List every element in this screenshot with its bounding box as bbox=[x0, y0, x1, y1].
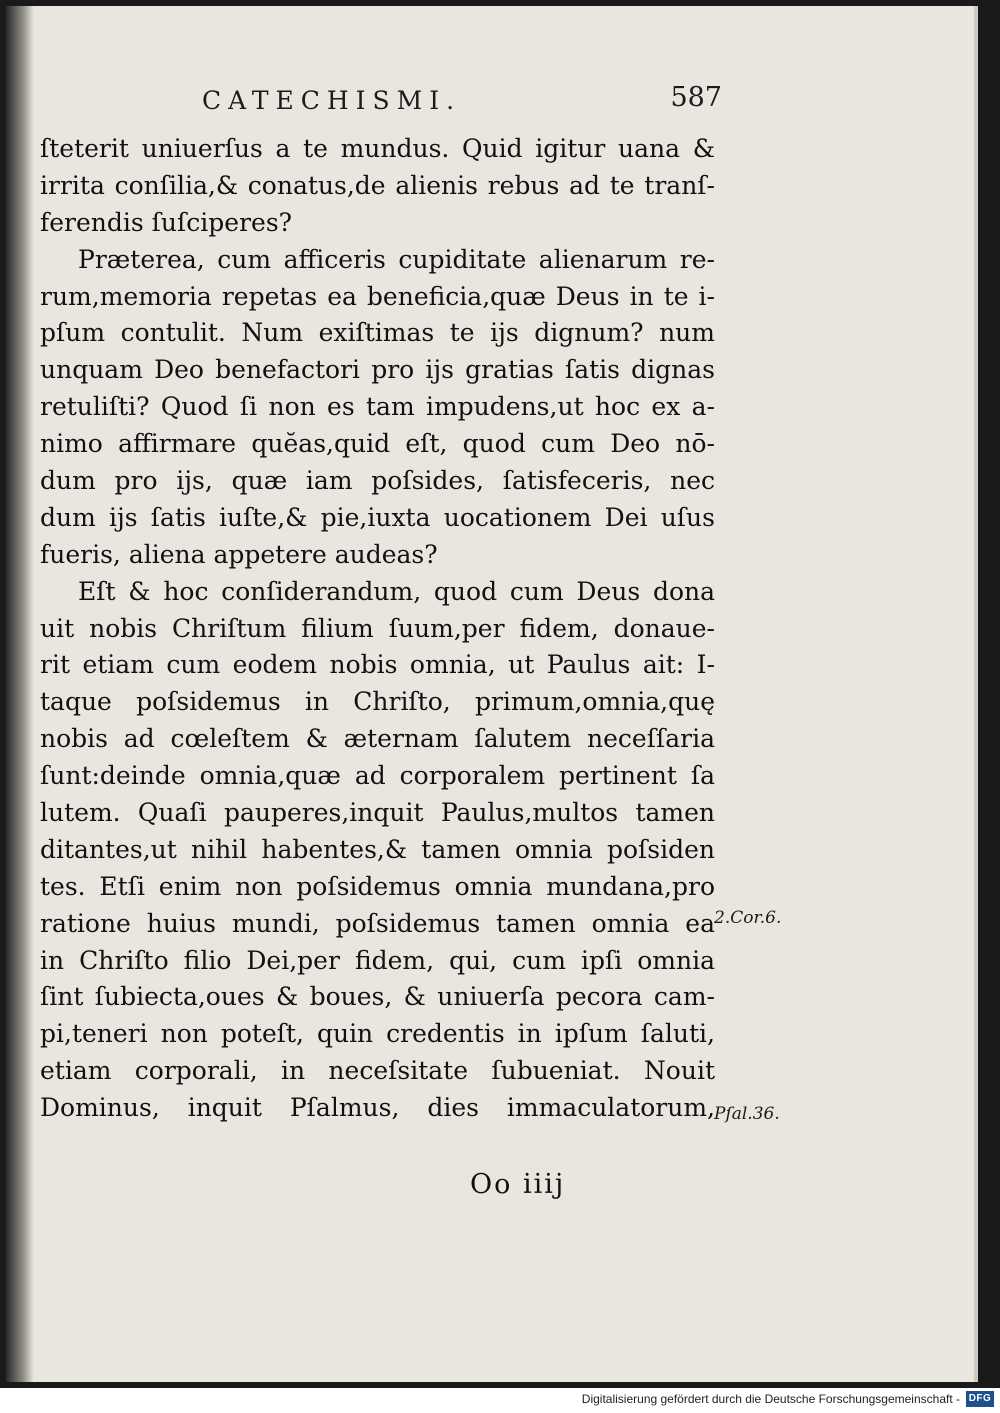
text-line: ſteterit uniuerſus a te mundus. Quid igitur uana & bbox=[40, 134, 715, 163]
text-line: pi,teneri non poteſt, quin credentis in ipſum ſaluti, bbox=[40, 1019, 715, 1049]
text-line: ferendis ſuſciperes? bbox=[40, 207, 293, 237]
margin-note-cor: 2.Cor.6. bbox=[714, 908, 782, 928]
page-header bbox=[202, 82, 722, 122]
text-line: rit etiam cum eodem nobis omnia, ut Paulus ait: I- bbox=[40, 650, 715, 680]
text-line: dum ijs ſatis iuſte,& pie,iuxta uocationem Dei uſus bbox=[40, 502, 715, 532]
text-line: uit nobis Chriſtum filium ſuum,per fidem, donaue- bbox=[40, 613, 715, 643]
page-spine-shadow bbox=[6, 6, 34, 1382]
text-line: fueris, aliena appetere audeas? bbox=[40, 539, 438, 569]
text-line: Dominus, inquit Pſalmus, dies immaculatorum, bbox=[40, 1093, 715, 1123]
text-line: Eſt & hoc conſiderandum, quod cum Deus dona bbox=[78, 576, 715, 606]
text-line: nobis ad cœleſtem & æternam ſalutem neceſſaria bbox=[40, 724, 715, 754]
running-head: CATECHISMI. bbox=[202, 86, 462, 115]
text-line: unquam Deo benefactori pro ijs gratias ſatis dignas bbox=[40, 355, 715, 385]
text-line: dum pro ijs, quæ iam poſsides, ſatisfeceris, nec bbox=[40, 466, 715, 496]
margin-note-psal: Pſal.36. bbox=[714, 1104, 780, 1124]
page-number: 587 bbox=[670, 82, 722, 113]
text-line: in Chriſto filio Dei,per fidem, qui, cum ipſi omnia bbox=[40, 945, 715, 975]
text-line: ſunt:deinde omnia,quæ ad corporalem pertinent ſa bbox=[40, 761, 715, 791]
text-line: lutem. Quaſi pauperes,inquit Paulus,multos tamen bbox=[40, 798, 715, 828]
text-line: ditantes,ut nihil habentes,& tamen omnia poſsiden bbox=[40, 834, 715, 864]
body-text bbox=[40, 131, 715, 1127]
text-line: irrita conſilia,& conatus,de alienis rebus ad te tranſ- bbox=[40, 170, 715, 200]
footer-bar bbox=[0, 1388, 1000, 1413]
text-line: Præterea, cum afficeris cupiditate alienarum re- bbox=[78, 244, 715, 274]
text-line: etiam corporali, in neceſsitate ſubueniat. Nouit bbox=[40, 1056, 715, 1086]
text-line: nimo affirmare quĕas,quid eſt, quod cum Deo nō- bbox=[40, 429, 715, 459]
text-line: taque poſsidemus in Chriſto, primum,omnia,quę bbox=[40, 687, 715, 717]
text-line: tes. Etſi enim non poſsidemus omnia mundana,pro bbox=[40, 871, 715, 901]
text-line: pſum contulit. Num exiſtimas te ijs dignum? num bbox=[40, 318, 715, 348]
funding-credit: Digitalisierung gefördert durch die Deutsche Forschungsgemeinschaft - bbox=[581, 1392, 960, 1406]
signature-mark: Oo iiij bbox=[470, 1169, 566, 1200]
text-line: rum,memoria repetas ea beneficia,quæ Deus in te i- bbox=[40, 281, 715, 311]
book-page bbox=[6, 6, 978, 1382]
text-line: ſint ſubiecta,oues & boues, & uniuerſa pecora cam- bbox=[40, 982, 715, 1012]
text-line: ratione huius mundi, poſsidemus tamen omnia ea bbox=[40, 908, 715, 938]
dfg-logo-icon: DFG bbox=[966, 1391, 994, 1407]
text-line: retuliſti? Quod ſi non es tam impudens,ut hoc ex a- bbox=[40, 392, 715, 422]
